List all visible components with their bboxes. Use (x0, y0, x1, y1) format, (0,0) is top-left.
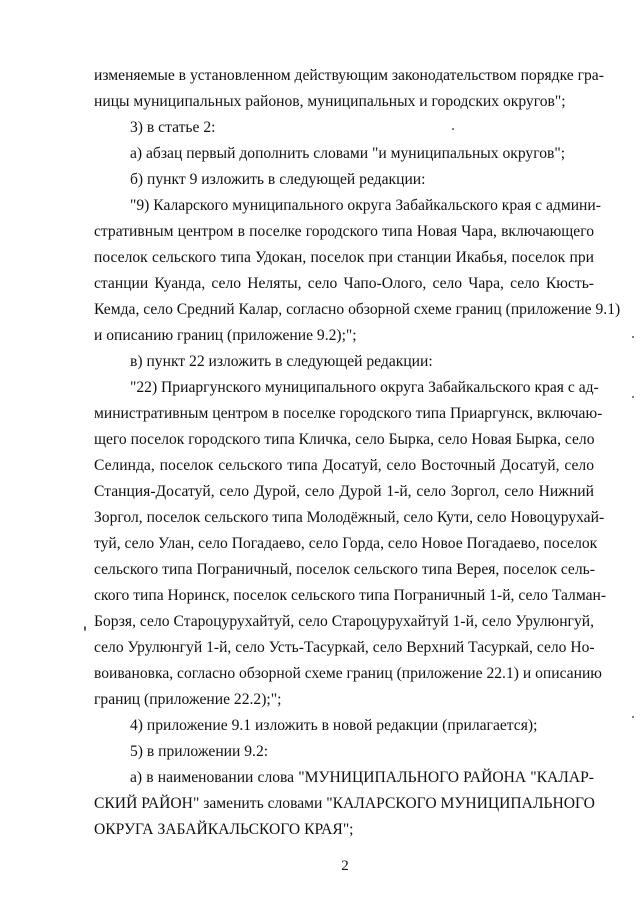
page-number: 2 (341, 858, 349, 874)
scan-speck (632, 396, 634, 398)
text-line: Станция-Досатуй, село Дурой, село Дурой 1-й, село Зоргол, село Нижний (94, 483, 594, 500)
text-line: сельского типа Пограничный, поселок сельского типа Верея, поселок сель- (94, 561, 595, 578)
text-line: воивановка, согласно обзорной схеме границ (приложение 22.1) и описанию (94, 665, 602, 682)
text-line: село Урулюнгуй 1-й, село Усть-Тасуркай, село Верхний Тасуркай, село Но- (94, 639, 595, 656)
text-line: а) в наименовании слова "МУНИЦИПАЛЬНОГО РАЙОНА "КАЛАР- (130, 769, 594, 786)
text-line: Зоргол, поселок сельского типа Молодёжный, село Кути, село Новоцурухай- (94, 509, 605, 526)
text-line: границ (приложение 22.2);"; (94, 691, 282, 708)
text-line: б) пункт 9 изложить в следующей редакции: (130, 171, 426, 188)
text-line: и описанию границ (приложение 9.2);"; (94, 327, 357, 344)
text-line: станции Куанда, село Неляты, село Чапо-Олого, село Чара, село Кюсть- (94, 275, 594, 292)
text-line: туй, село Улан, село Погадаево, село Горда, село Новое Погадаево, поселок (94, 535, 598, 552)
text-line: "9) Каларского муниципального округа Забайкальского края с админи- (130, 197, 601, 214)
scan-speck (632, 336, 634, 338)
text-line: СКИЙ РАЙОН" заменить словами "КАЛАРСКОГО МУНИЦИПАЛЬНОГО (94, 795, 595, 812)
text-line: ОКРУГА ЗАБАЙКАЛЬСКОГО КРАЯ"; (94, 821, 354, 838)
text-line: щего поселок городского типа Кличка, село Бырка, село Новая Бырка, село (94, 431, 595, 448)
text-line: Кемда, село Средний Калар, согласно обзорной схеме границ (приложение 9.1) (94, 301, 621, 318)
text-line: 3) в статье 2: (130, 119, 216, 136)
text-line: Борзя, село Староцурухайтуй, село Староцурухайтуй 1-й, село Урулюнгуй, (94, 613, 594, 630)
text-line: министративным центром в поселке городского типа Приаргунск, включаю- (94, 405, 603, 422)
text-line: изменяемые в установленном действующим законодательством порядке гра- (94, 67, 604, 84)
text-line: ского типа Норинск, поселок сельского типа Пограничный 1-й, село Талман- (94, 587, 607, 604)
scan-speck (452, 128, 454, 130)
text-line: "22) Приаргунского муниципального округа Забайкальского края с ад- (130, 379, 599, 396)
text-line: в) пункт 22 изложить в следующей редакции: (130, 353, 433, 370)
text-line: 4) приложение 9.1 изложить в новой редакции (прилагается); (130, 717, 538, 734)
scan-speck (632, 716, 634, 718)
text-line: поселок сельского типа Удокан, поселок при станции Икабья, поселок при (94, 249, 594, 266)
text-line: а) абзац первый дополнить словами "и муниципальных округов"; (130, 145, 566, 162)
text-line: стративным центром в поселке городского типа Новая Чара, включающего (94, 223, 594, 240)
text-line: Селинда, поселок сельского типа Досатуй, село Восточный Досатуй, село (94, 457, 594, 474)
text-line: ницы муниципальных районов, муниципальных и городских округов"; (94, 93, 566, 110)
text-line: 5) в приложении 9.2: (130, 743, 269, 760)
scan-speck (84, 626, 86, 631)
